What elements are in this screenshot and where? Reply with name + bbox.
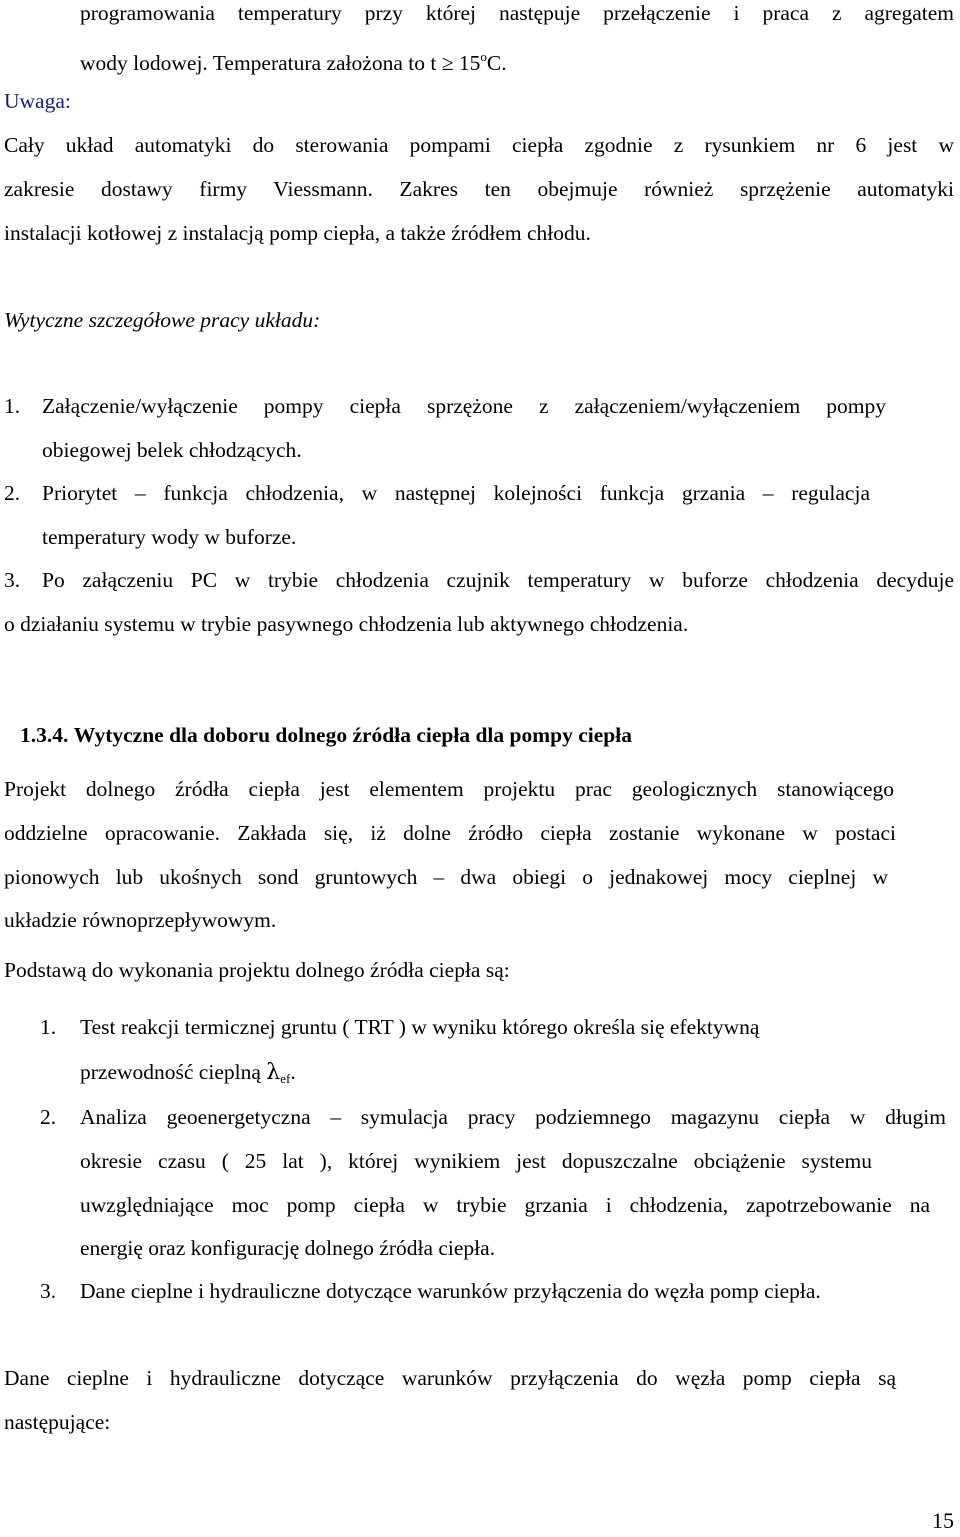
basis-item-2-line-4: energię oraz konfigurację dolnego źródła ciepła. — [80, 1236, 496, 1260]
lambda-symbol: λ — [266, 1060, 281, 1085]
basis-item-2-line-1: Analiza geoenergetyczna – symulacja pracy podziemnego magazynu ciepła w długim — [80, 1105, 946, 1129]
basis-item-1-line-1: Test reakcji termicznej gruntu ( TRT ) w wyniku którego określa się efektywną — [80, 1015, 760, 1039]
section-title: Wytyczne dla doboru dolnego źródła ciepła dla pompy ciepła — [73, 723, 632, 747]
uwaga-line-1: Cały układ automatyki do sterowania pompami ciepła zgodnie z rysunkiem nr 6 jest w — [4, 133, 954, 157]
section-number: 1.3.4. — [20, 723, 69, 747]
uwaga-label: Uwaga: — [4, 89, 71, 113]
guideline-item-3-number: 3. — [4, 568, 21, 592]
guidelines-heading: Wytyczne szczegółowe pracy układu: — [4, 308, 321, 332]
section-heading — [20, 713, 954, 757]
section-basis: Podstawą do wykonania projektu dolnego źródła ciepła są: — [4, 958, 510, 982]
basis-item-2-line-3: uwzględniające moc pomp ciepła w trybie grzania i chłodzenia, zapotrzebowanie na — [80, 1193, 930, 1217]
guideline-item-2-number: 2. — [4, 481, 21, 505]
guideline-item-2-line-1: Priorytet – funkcja chłodzenia, w następnej kolejności funkcja grzania – regulacja — [42, 481, 870, 505]
guideline-item-1-line-2: obiegowej belek chłodzących. — [42, 438, 302, 462]
intro-line-2: wody lodowej. Temperatura założona to $t \ge 15^oC$. — [80, 49, 507, 75]
uwaga-line-3: instalacji kotłowej z instalacją pomp ciepła, a także źródłem chłodu. — [4, 221, 591, 245]
guideline-item-1-number: 1. — [4, 394, 21, 418]
guideline-item-2-line-2: temperatury wody w buforze. — [42, 525, 297, 549]
guideline-item-3-line-2: o działaniu systemu w trybie pasywnego chłodzenia lub aktywnego chłodzenia. — [4, 612, 689, 636]
closing-line-2: następujące: — [4, 1410, 111, 1434]
section-paragraph-line-3: pionowych lub ukośnych sond gruntowych – dwa obiegi o jednakowej mocy cieplnej w — [4, 865, 888, 889]
basis-item-1-line-2: przewodność cieplną $\lambda_{ef}$. — [80, 1060, 296, 1086]
basis-item-3-line-1: Dane cieplne i hydrauliczne dotyczące warunków przyłączenia do węzła pomp ciepła. — [80, 1279, 821, 1303]
basis-item-3-number: 3. — [40, 1279, 57, 1303]
guideline-item-1-line-1: Załączenie/wyłączenie pompy ciepła sprzężone z załączeniem/wyłączeniem pompy — [42, 394, 886, 418]
section-paragraph-line-4: układzie równoprzepływowym. — [4, 908, 277, 932]
basis-item-2-number: 2. — [40, 1105, 57, 1129]
page-number: 15 — [932, 1508, 954, 1533]
guideline-item-3-line-1: Po załączeniu PC w trybie chłodzenia czujnik temperatury w buforze chłodzenia decyduje — [42, 568, 954, 592]
intro-line-1: programowania temperatury przy której następuje przełączenie i praca z agregatem — [80, 1, 954, 25]
basis-item-1-number: 1. — [40, 1015, 57, 1039]
uwaga-line-2: zakresie dostawy firmy Viessmann. Zakres ten obejmuje również sprzężenie automatyki — [4, 177, 954, 201]
section-paragraph-line-2: oddzielne opracowanie. Zakłada się, iż dolne źródło ciepła zostanie wykonane w postaci — [4, 821, 896, 845]
closing-line-1: Dane cieplne i hydrauliczne dotyczące warunków przyłączenia do węzła pomp ciepła są — [4, 1366, 896, 1390]
basis-item-2-line-2: okresie czasu ( 25 lat ), której wynikiem jest dopuszczalne obciążenie systemu — [80, 1149, 872, 1173]
greater-equal-symbol: ≥ — [441, 51, 454, 75]
section-paragraph-line-1: Projekt dolnego źródła ciepła jest elementem projektu prac geologicznych stanowiącego — [4, 777, 894, 801]
